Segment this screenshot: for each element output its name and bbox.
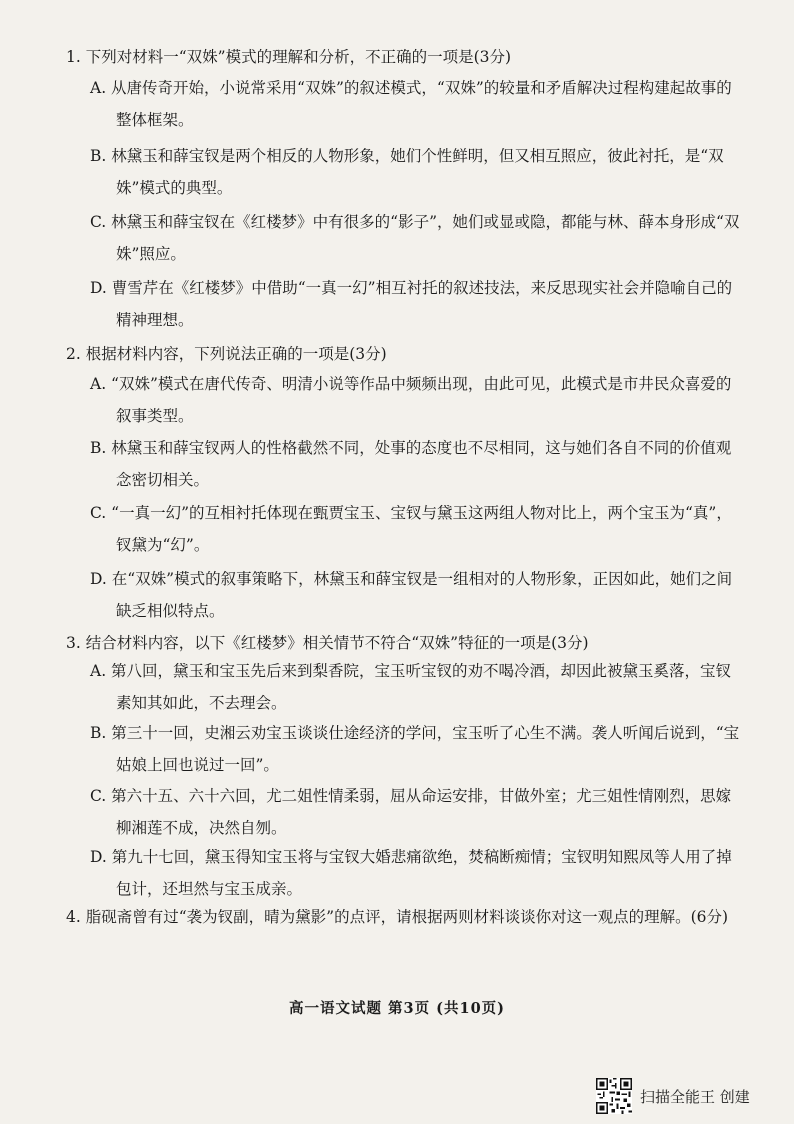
question-3-option-b: B. 第三十一回，史湘云劝宝玉谈谈仕途经济的学问，宝玉听了心生不满。袭人听闻后说到，“宝姑娘上回也说过一回”。 xyxy=(90,724,740,774)
question-1-option-d: D. 曹雪芹在《红楼梦》中借助“一真一幻”相互衬托的叙述技法，来反思现实社会并隐喻自己的精神理想。 xyxy=(90,279,733,329)
scanner-watermark-label: 扫描全能王 创建 xyxy=(640,1087,750,1106)
question-1-option-b: B. 林黛玉和薛宝钗是两个相反的人物形象，她们个性鲜明，但又相互照应，彼此衬托，是“双姝”模式的典型。 xyxy=(90,147,724,197)
question-1-option-a: A. 从唐传奇开始，小说常采用“双姝”的叙述模式，“双姝”的较量和矛盾解决过程构建起故事的整体框架。 xyxy=(90,79,732,129)
question-2-option-c: C. “一真一幻”的互相衬托体现在甄贾宝玉、宝钗与黛玉这两组人物对比上，两个宝玉为“真”，钗黛为“幻”。 xyxy=(90,504,732,554)
question-3-option-c: C. 第六十五、六十六回，尤二姐性情柔弱，屈从命运安排，甘做外室；尤三姐性情刚烈，思嫁柳湘莲不成，决然自刎。 xyxy=(90,787,732,837)
question-2-option-a: A. “双姝”模式在唐代传奇、明清小说等作品中频频出现，由此可见，此模式是市井民众喜爱的叙事类型。 xyxy=(90,375,732,425)
question-1-option-c: C. 林黛玉和薛宝钗在《红楼梦》中有很多的“影子”，她们或显或隐，都能与林、薛本身形成“双姝”照应。 xyxy=(90,213,740,263)
question-3-option-d: D. 第九十七回，黛玉得知宝玉将与宝钗大婚悲痛欲绝，焚稿断痴情；宝钗明知熙凤等人用了掉包计，还坦然与宝玉成亲。 xyxy=(90,848,732,898)
question-3-option-a: A. 第八回，黛玉和宝玉先后来到梨香院，宝玉听宝钗的劝不喝冷酒，却因此被黛玉奚落，宝钗素知其如此，不去理会。 xyxy=(90,662,732,712)
question-2-stem: 2. 根据材料内容，下列说法正确的一项是(3分) xyxy=(66,345,387,363)
qr-code-icon xyxy=(596,1078,632,1114)
question-2-option-b: B. 林黛玉和薛宝钗两人的性格截然不同，处事的态度也不尽相同，这与她们各自不同的价值观念密切相关。 xyxy=(90,439,732,489)
question-1-stem: 1. 下列对材料一“双姝”模式的理解和分析，不正确的一项是(3分) xyxy=(66,48,512,66)
question-2-option-d: D. 在“双姝”模式的叙事策略下，林黛玉和薛宝钗是一组相对的人物形象，正因如此，她们之间缺乏相似特点。 xyxy=(90,570,733,620)
page-footer: 高一语文试题 第3页 (共10页) xyxy=(288,1000,506,1017)
question-3-stem: 3. 结合材料内容，以下《红楼梦》相关情节不符合“双姝”特征的一项是(3分) xyxy=(66,634,589,652)
scanner-watermark xyxy=(596,1076,750,1116)
question-4-stem: 4. 脂砚斋曾有过“袭为钗副，晴为黛影”的点评，请根据两则材料谈谈你对这一观点的理解。(6分) xyxy=(66,908,729,926)
